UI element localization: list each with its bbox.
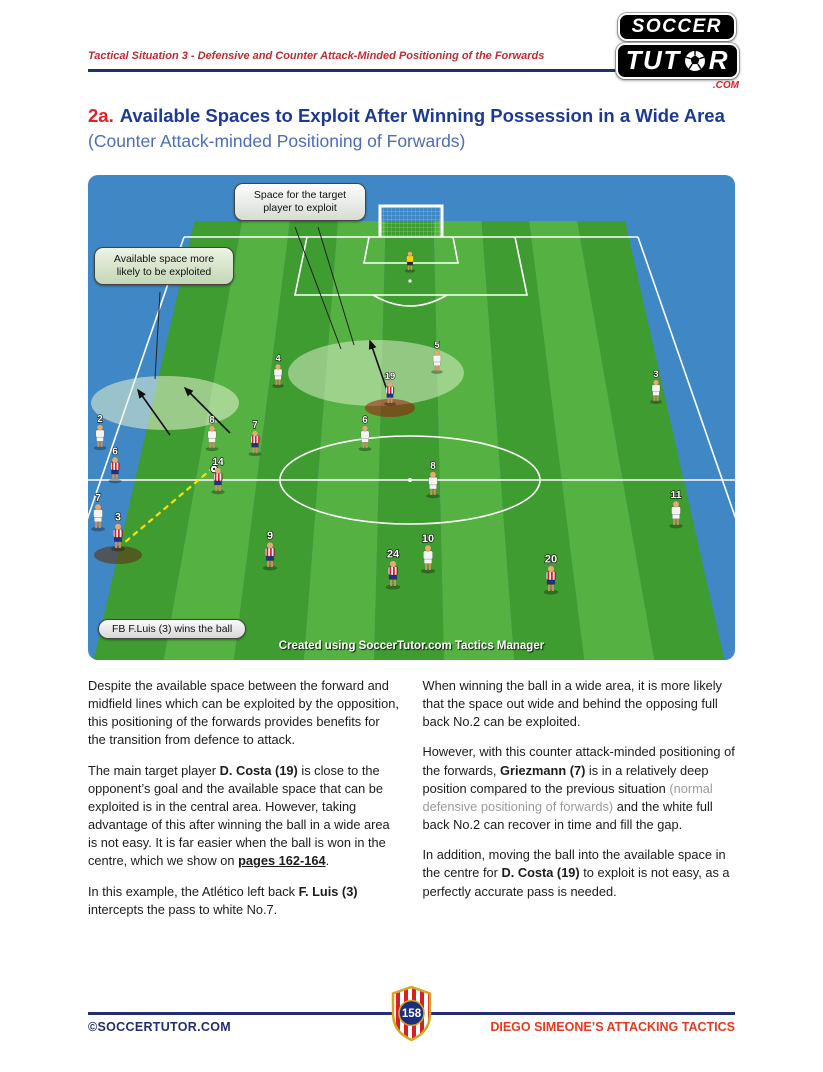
svg-text:20: 20	[544, 553, 558, 566]
page-title	[88, 104, 744, 154]
svg-text:3: 3	[653, 369, 659, 380]
logo-soccer-text: SOCCER	[631, 16, 722, 37]
svg-text:14: 14	[212, 456, 224, 468]
paragraph: However, with this counter attack-minded positioning of the forwards, Griezmann (7) is in a relatively deep position compared to the previous situation (normal defensive positioning of forwards) and the white full back No.2 can recover in time and fill the gap.	[422, 744, 735, 833]
paragraph: In this example, the Atlético left back F. Luis (3) intercepts the pass to white No.7.	[88, 883, 358, 917]
breadcrumb: Tactical Situation 3 - Defensive and Counter Attack-Minded Positioning of the Forwards	[88, 50, 545, 62]
target-player-marker	[365, 399, 415, 417]
paragraph: In addition, moving the ball into the available space in the centre for D. Costa (19) to exploit is not easy, as a perfectly accurate pass is needed.	[422, 847, 730, 899]
available-space-ellipse	[91, 376, 239, 430]
logo-tut-text: TUT	[625, 44, 681, 75]
svg-text:2: 2	[97, 414, 103, 426]
svg-text:7: 7	[95, 492, 101, 505]
svg-text:9: 9	[266, 530, 274, 543]
tactics-diagram	[88, 175, 735, 660]
grass-stripes	[88, 221, 733, 660]
body-text	[88, 677, 735, 931]
svg-text:8: 8	[209, 415, 215, 427]
logo-r-text: R	[708, 44, 729, 75]
paragraph: When winning the ball in a wide area, it is more likely that the space out wide and behind the opposing full back No.2 can be exploited.	[422, 678, 722, 730]
callout-target-space: Space for the target player to exploit	[234, 183, 366, 221]
svg-text:10: 10	[421, 533, 435, 546]
svg-text:8: 8	[430, 460, 436, 472]
paragraph: The main target player D. Costa (19) is close to the opponent’s goal and the available space that can be exploited is in the central area. However, taking advantage of this after winning the ball in a wide area is not easy. It is far easier when the ball is won in the centre, which we show on pages 162-164.	[88, 762, 390, 869]
svg-text:11: 11	[670, 489, 682, 502]
soccertutor-logo	[616, 13, 739, 91]
text-column-right	[423, 677, 736, 931]
page-number: 158	[401, 1008, 422, 1020]
title-main: Available Spaces to Exploit After Winning Possession in a Wide Area	[119, 105, 725, 126]
penalty-spot	[408, 279, 411, 282]
logo-word-tutor	[616, 43, 739, 79]
footer-site: ©SOCCERTUTOR.COM	[88, 1020, 231, 1034]
tactics-manager-credit: Created using SoccerTutor.com Tactics Manager	[278, 640, 545, 652]
svg-text:7: 7	[252, 419, 258, 431]
logo-com-text: .COM	[712, 79, 739, 91]
goal	[380, 206, 442, 237]
soccer-ball-icon	[683, 49, 707, 73]
callout-available-space: Available space more likely to be exploited	[94, 247, 234, 285]
logo-word-soccer	[618, 13, 736, 41]
footer-book-title: DIEGO SIMEONE’S ATTACKING TACTICS	[490, 1020, 735, 1034]
svg-text:24: 24	[386, 548, 400, 561]
title-subtitle: (Counter Attack-minded Positioning of Forwards)	[88, 130, 466, 151]
svg-text:19: 19	[384, 371, 396, 382]
svg-text:4: 4	[275, 353, 281, 364]
footer	[88, 1020, 735, 1034]
centre-spot	[408, 478, 412, 482]
svg-text:5: 5	[434, 339, 440, 350]
paragraph: Despite the available space between the forward and midfield lines which can be exploited by the opposition, this positioning of the forwards provides benefits for the transition from defence to attack.	[88, 678, 399, 748]
svg-text:6: 6	[112, 446, 118, 458]
section-number: 2a.	[88, 105, 114, 126]
svg-text:6: 6	[362, 415, 368, 427]
svg-text:3: 3	[115, 511, 121, 524]
callout-fluis-wins-ball: FB F.Luis (3) wins the ball	[98, 619, 246, 639]
text-column-left	[88, 677, 401, 931]
